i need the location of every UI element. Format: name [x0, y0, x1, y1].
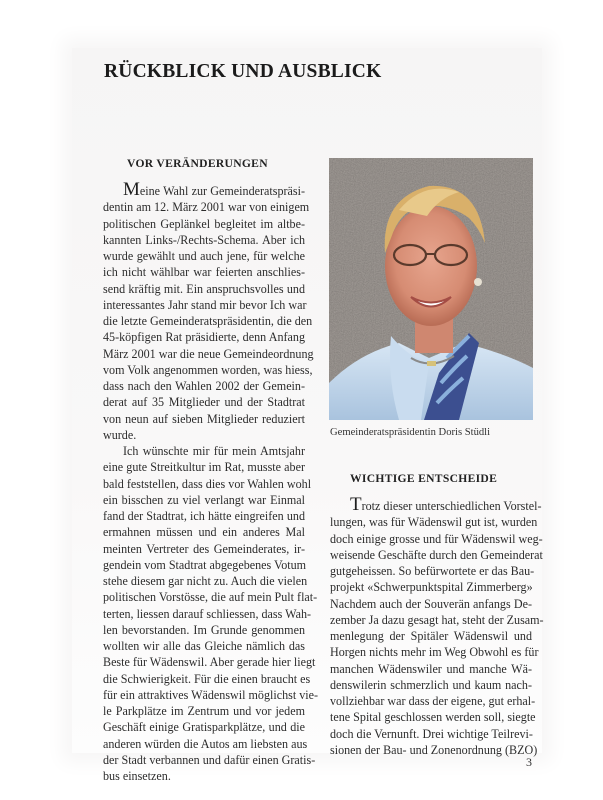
text-line: [103, 179, 305, 200]
text-line: von neun auf sieben Mitglieder reduziert: [103, 411, 305, 426]
text-line: lungen, was für Wädenswil gut ist, wurden: [330, 515, 538, 530]
text-line: tene Spital geschlossen werden soll, siegte: [330, 710, 536, 725]
text-line: Geschäft einige Gratisparkplätze, und die: [103, 720, 305, 735]
text-line: zember Ja dazu gesagt hat, steht der Zusam-: [330, 612, 544, 627]
text-line: bald feststellen, dass dies vor Wahlen wohl: [103, 476, 312, 491]
text-line: fand der Stadtrat, ich hätte eingreifen und: [103, 509, 305, 523]
text-line: manchen Wädenswiler und manche Wä-: [330, 661, 532, 676]
text-line: ermahnen müssen und ein anderes Mal: [103, 525, 305, 540]
text-line-content: rotz dieser unterschiedlichen Vorstel-: [361, 499, 542, 513]
text-line: denswilerin schmerzlich und kaum nach-: [330, 677, 532, 692]
text-line: kannten Links-/Rechts-Schema. Aber ich: [103, 232, 305, 247]
text-line: vom Volk angenommen worden, was hiess,: [103, 362, 313, 377]
portrait-photo: [329, 158, 533, 420]
text-line: vollziehbar war dass der eigene, gut erhal-: [330, 694, 536, 708]
text-line: derat auf 35 Mitglieder und der Stadtrat: [103, 395, 305, 410]
text-line: gendein vom Stadtrat abgegebenes Votum: [103, 557, 307, 572]
text-line: eine gute Streitkultur im Rat, musste aber: [103, 460, 305, 475]
text-line: interessantes Jahr stand mir bevor Ich war: [103, 297, 307, 312]
text-line-content: eine Wahl zur Gemeinderatspräsi-: [139, 184, 305, 198]
drop-cap: T: [350, 494, 362, 515]
text-line: stehe diesem gar nicht zu. Auch die vielen: [103, 574, 308, 588]
text-line: menlegung der Spitäler Wädenswil und: [330, 629, 532, 643]
text-line: Ich wünschte mir für mein Amtsjahr: [123, 444, 305, 458]
text-line: politischen Vorstösse, die auf mein Pult flat-: [103, 590, 318, 605]
text-line: für ein attraktives Wädenswil möglichst vie-: [103, 687, 319, 702]
photo-caption: Gemeinderatspräsidentin Doris Stüdli: [330, 427, 491, 438]
text-line: anderen würden die Autos am liebsten aus: [103, 736, 308, 751]
text-line: le Parkplätze im Zentrum und vor jedem: [103, 704, 305, 718]
text-line: Nachdem auch der Souverän anfangs De-: [330, 596, 532, 611]
text-line: 45-köpfigen Rat präsidierte, denn Anfang: [103, 330, 305, 345]
text-line: bus einsetzen.: [103, 769, 171, 783]
text-line: doch die Vernunft. Drei wichtige Teilrevi-: [330, 726, 533, 741]
drop-cap: M: [123, 179, 140, 200]
text-line: ich nicht wählbar war feierten anschlies-: [103, 265, 305, 280]
text-line: len bevorstanden. Im Grunde genommen: [103, 622, 305, 637]
text-line: Beste für Wädenswil. Aber gerade hier liegt: [103, 655, 316, 670]
text-line: der Stadt verbannen und dafür einen Gratis-: [103, 752, 316, 767]
text-line: die Schwierigkeit. Für die einen braucht es: [103, 671, 311, 686]
text-line: send kräftig mit. Ein anspruchsvolles und: [103, 281, 305, 296]
text-line: wollten wir alle das Gleiche nämlich das: [103, 639, 305, 653]
text-line: gutgeheissen. So befürwortete er das Bau-: [330, 564, 535, 578]
right-column-text: [330, 494, 544, 758]
text-line: projekt «Schwerpunktspital Zimmerberg»: [330, 580, 533, 595]
text-line: terten, liessen darauf schliessen, dass Wah-: [103, 606, 312, 621]
page-number: 3: [526, 755, 532, 769]
section-heading-vor-veraenderungen: VOR VERÄNDERUNGEN: [127, 157, 268, 170]
page-title: RÜCKBLICK UND AUSBLICK: [104, 61, 382, 82]
left-column-text: [103, 179, 319, 784]
text-line: doch einige grosse und für Wädenswil weg-: [330, 531, 543, 546]
text-line: sionen der Bau- und Zonenordnung (BZO): [330, 742, 538, 757]
text-line: [330, 494, 542, 515]
text-line: meinten Vertreter des Gemeinderates, ir-: [103, 541, 305, 556]
text-line: wurde gewählt und auch jene, für welche: [103, 249, 305, 263]
section-heading-wichtige-entscheide: WICHTIGE ENTSCHEIDE: [350, 472, 498, 485]
text-line: dass nach den Wahlen 2002 der Gemein-: [103, 379, 305, 393]
text-line: politischen Geplänkel begleitet im altbe-: [103, 216, 305, 231]
text-line: die letzte Gemeinderatspräsidentin, die den: [103, 314, 313, 328]
text-line: Horgen nichts mehr im Weg Obwohl es für: [330, 645, 539, 660]
text-line: März 2001 war die neue Gemeindeordnung: [103, 346, 314, 361]
text-line: ein bisschen zu viel verlangt war Einmal: [103, 492, 305, 507]
text-line: wurde.: [103, 427, 137, 442]
text-line: weisende Geschäfte durch den Gemeinderat: [330, 547, 543, 562]
text-line: dentin am 12. März 2001 war von einigem: [103, 200, 310, 215]
portrait-photo-icon: [329, 158, 533, 420]
